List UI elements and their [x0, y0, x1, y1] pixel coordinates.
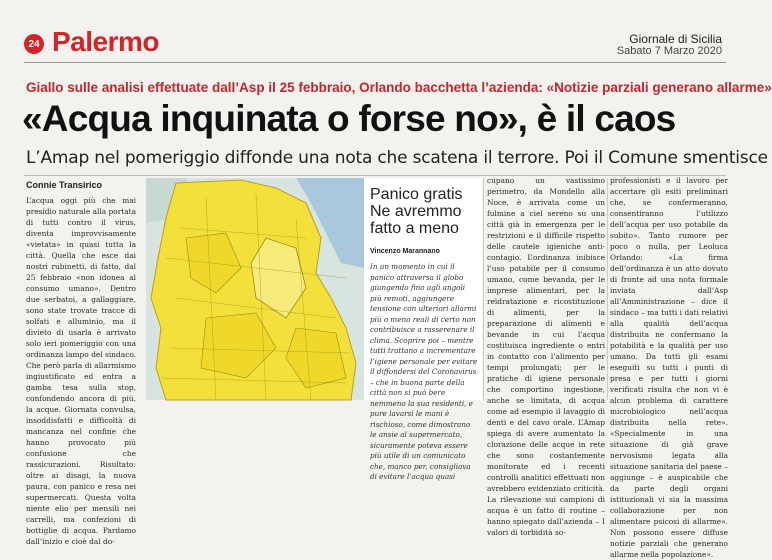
article-kicker: Giallo sulle analisi effettuate dall’Asp il 25 febbraio, Orlando bacchetta l’azienda: «Notizie parziali generano allarme»: [26, 80, 772, 95]
column-divider: [483, 178, 484, 400]
article-column-1: L’acqua oggi più che mai presidio naturale alla portata di tutti contro il virus, diventa improvvisamente «vietata» in quasi tutta la città. Quella che esce dai nostri rubinetti, di fatto, dal 25 febbraio «non idonea al consumo umano». Dentro due serbatoi, a gallaggiare, sono state trovate tracce di solfati e alluminio, ma il divieto di usarla è arrivato solo ieri pomeriggio con una ordinanza lampo del sindaco. Che però parla di allarmismo ingiustificato ed entra a gamba tesa sulla stop, confondendo ancora di più, la acque. Giornata convulsa, insoddisfatti e difficoltà di mancanza nel confine che hanno provocato più confusione che rassicurazioni. Risultato: oltre ai disagi, la nuova paura, con panico e resa nei supermercati. Questa volta niente elio per mensili nei carrelli, ma confezioni di bottiglie di acqua. Pardamo dall’inizio e cioè dal do-: [26, 196, 136, 546]
article-column-4: professionisti e il lavoro per accertare gli esiti preliminari che, se confermeranno, consentiranno l’utilizzo dell’acqua per uso potabile da subito». Tanto rumore per poco o nulla, per Leoluca Orlando: «La firma dell’ordinanza è un atto dovuto di fronte ad una nota formale inviata dall’Asp all’Amministrazione – dice il sindaco – ma tutti i dati relativi alla qualità dell’acqua distribuita ne confermano la potabilità e la qualità per uso umano. Da tutti gli esami eseguiti su tutti i punti di presa e per tutti i giorni verificati risulta che non vi è alcun problema di carattere microbiologico nell’acqua distribuita nella rete». «Specialmente in una situazione di già grave nervosismo legata alla situazione sanitaria del paese – aggiunge – è auspicabile che da parte degli organi istituzionali vi sia la massima collaborazione per non alimentare psicosi di allarme». Non possono essere diffuse notizie parziali che generano allarme nella popolazione».: [610, 176, 728, 559]
opinion-box-text: In un momento in cui il panico attraversa il globo giungendo fino agli angoli più remoti, aggiungere tensione con ulteriori allarmi più o meno reali di certo non contribuisce a rasserenare il clima. Scoprire poi – mentre tutti trattano a incrementare l’igiene personale per evitare il diffondersi del Coronavirus – che in buona parte della città non si può bere nemmeno la sua residenti, e pure lavarsi le mani è rischioso, come dimostrano le ansie al supermercato, sicuramente poteva essere più utile di un comunicato che, manco per, consigliava di evitare l’acqua quasi: [370, 262, 478, 481]
article-byline: Connie Transirico: [26, 180, 103, 190]
header-divider: [24, 62, 726, 63]
column-divider: [607, 178, 608, 400]
article-headline: «Acqua inquinata o forse no», è il caos: [22, 98, 676, 139]
section-title: Palermo: [52, 26, 159, 57]
page-number-badge: 24: [24, 34, 44, 54]
article-column-3: cupano un vastissimo perimetro, da Mondello alla Noce, è arrivata come un fulmine a ciel sereno su una città già in emergenza per le restrizioni e il difficile rispetto delle cautele igieniche anti-contagio. L’ordinanza inibisce l’uso potabile per il consumo umano, come bevanda, per le imprese alimentari, per la reidratazione e ricostituzione di alimenti, per la preparazione di alimenti e bevande in cui l’acqua costituisca ingrediente o entri in contatto con l’alimento per tempi prolungati; per le pratiche di igiene personale che comportino ingestione, anche se limitata, di acqua come ad esempio il lavaggio di denti e del cavo orale. L’Amap spiega di avere aumentato la clorazione delle acque in rete che sono costantemente monitorate ed i recenti controlli analitici effettuati non avrebbero evidenziato criticità. La rilevazione sui campioni di acqua è un fatto di routine – hanno spiegato dall’azienda – I valori di torbidità so-: [487, 176, 605, 537]
opinion-box-title: Panico gratis Ne avremmo fatto a meno: [370, 186, 463, 237]
page-header: [0, 0, 750, 62]
opinion-box-author: Vincenzo Marannano: [370, 248, 440, 255]
newspaper-name: Giornale di Sicilia: [629, 32, 722, 46]
contamination-map-image: [146, 178, 364, 400]
issue-date: Sabato 7 Marzo 2020: [616, 45, 722, 57]
article-deck: L’Amap nel pomeriggio diffonde una nota che scatena il terrore. Poi il Comune smentisce: [26, 148, 768, 168]
